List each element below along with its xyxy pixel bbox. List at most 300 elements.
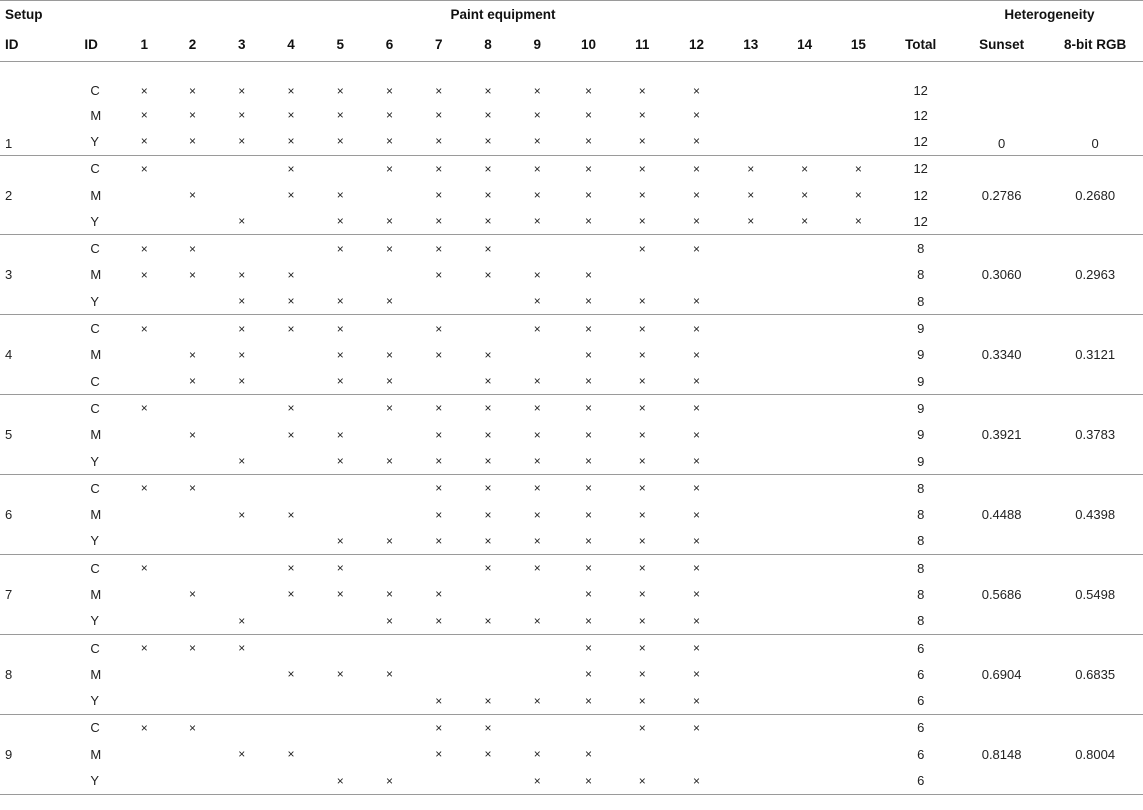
cross-mark-cell: × (484, 693, 492, 708)
empty-cell (121, 368, 168, 395)
row-id-cell: M (90, 586, 102, 602)
empty-cell (724, 688, 778, 715)
cross-mark-cell: × (638, 108, 646, 123)
empty-cell (217, 155, 266, 182)
cross-mark-cell: × (484, 347, 492, 362)
table-row (0, 155, 1143, 182)
cross-mark-cell: × (385, 587, 393, 602)
total-cell: 8 (917, 293, 925, 309)
table-row (0, 714, 1143, 741)
header-col-2: 2 (188, 36, 197, 52)
cross-mark-cell: × (638, 427, 646, 442)
rgb-value-cell: 0.2680 (1075, 187, 1116, 203)
cross-mark-cell: × (385, 161, 393, 176)
empty-cell (316, 395, 365, 422)
cross-mark-cell: × (336, 374, 344, 389)
cross-mark-cell: × (238, 641, 246, 656)
empty-cell (316, 155, 365, 182)
empty-cell (724, 555, 778, 582)
cross-mark-cell: × (385, 401, 393, 416)
setup-id-cell: 9 (5, 746, 13, 762)
empty-cell (724, 128, 778, 155)
row-id-cell: M (90, 187, 102, 203)
empty-cell (414, 288, 463, 315)
empty-cell (121, 767, 168, 794)
empty-cell (724, 315, 778, 342)
empty-cell (365, 475, 414, 502)
cross-mark-cell: × (140, 720, 148, 735)
setup-id-cell: 7 (5, 586, 13, 602)
cross-mark-cell: × (854, 214, 862, 229)
cross-mark-cell: × (533, 454, 541, 468)
cross-mark-cell: × (385, 108, 393, 123)
empty-cell (168, 608, 217, 635)
empty-cell (121, 501, 168, 527)
cross-mark-cell: × (238, 134, 246, 149)
empty-cell (217, 422, 266, 448)
cross-mark-cell: × (435, 347, 443, 362)
cross-mark-cell: × (693, 533, 701, 548)
sunset-value-cell: 0.6904 (981, 666, 1022, 682)
empty-cell (513, 581, 562, 607)
empty-cell (778, 581, 831, 607)
empty-cell (831, 342, 885, 368)
cross-mark-cell: × (638, 374, 646, 389)
setup-id-cell: 1 (5, 135, 13, 151)
cross-mark-cell: × (140, 241, 148, 256)
cross-mark-cell: × (140, 481, 148, 496)
empty-cell (316, 634, 365, 661)
empty-cell (414, 634, 463, 661)
table-row (0, 555, 1143, 582)
empty-cell (831, 315, 885, 342)
total-cell: 8 (917, 507, 925, 523)
empty-cell (831, 634, 885, 661)
empty-cell (778, 714, 831, 741)
cross-mark-cell: × (287, 427, 295, 442)
empty-cell (724, 62, 778, 103)
empty-cell (831, 128, 885, 155)
cross-mark-cell: × (584, 693, 592, 708)
empty-cell (778, 368, 831, 395)
cross-mark-cell: × (584, 613, 592, 628)
cross-mark-cell: × (188, 720, 196, 735)
empty-cell (266, 475, 315, 502)
cross-mark-cell: × (693, 321, 701, 336)
total-cell: 9 (917, 373, 925, 389)
cross-mark-cell: × (747, 188, 755, 203)
row-id-cell: Y (90, 693, 100, 709)
cross-mark-cell: × (336, 241, 344, 256)
cross-mark-cell: × (287, 667, 295, 682)
header-spacer (886, 1, 956, 28)
empty-cell (217, 235, 266, 262)
cross-mark-cell: × (238, 108, 246, 123)
empty-cell (168, 315, 217, 342)
total-cell: 8 (917, 267, 925, 283)
cross-mark-cell: × (140, 321, 148, 336)
cross-mark-cell: × (188, 267, 196, 282)
empty-cell (365, 422, 414, 448)
empty-cell (724, 395, 778, 422)
table-body (0, 62, 1143, 795)
cross-mark-cell: × (287, 561, 295, 576)
total-cell: 6 (917, 746, 925, 762)
empty-cell (724, 767, 778, 794)
cross-mark-cell: × (638, 214, 646, 229)
empty-cell (217, 555, 266, 582)
cross-mark-cell: × (533, 481, 541, 496)
sunset-value-cell: 0 (997, 135, 1006, 151)
cross-mark-cell: × (533, 374, 541, 389)
cross-mark-cell: × (336, 214, 344, 229)
header-col-1: 1 (140, 36, 148, 52)
header-col-5: 5 (336, 36, 344, 52)
header-col-6: 6 (385, 36, 394, 52)
setup-id-cell: 3 (5, 267, 13, 283)
cross-mark-cell: × (533, 134, 541, 149)
cross-mark-cell: × (533, 747, 541, 762)
row-id-cell: C (90, 560, 100, 576)
cross-mark-cell: × (484, 507, 492, 522)
empty-cell (168, 448, 217, 475)
row-id-cell: C (90, 83, 100, 98)
cross-mark-cell: × (385, 241, 393, 256)
empty-cell (724, 714, 778, 741)
cross-mark-cell: × (638, 161, 646, 176)
cross-mark-cell: × (188, 481, 196, 496)
empty-cell (778, 661, 831, 687)
cross-mark-cell: × (693, 188, 701, 203)
cross-mark-cell: × (140, 561, 148, 576)
header-spacer (82, 1, 120, 28)
cross-mark-cell: × (638, 587, 646, 602)
cross-mark-cell: × (238, 214, 246, 229)
empty-cell (778, 741, 831, 767)
cross-mark-cell: × (584, 84, 592, 98)
header-setup-id: ID (5, 36, 19, 52)
total-cell: 8 (917, 533, 925, 549)
header-id: ID (84, 36, 98, 52)
cross-mark-cell: × (693, 720, 701, 735)
empty-cell (615, 741, 669, 767)
cross-mark-cell: × (638, 481, 646, 496)
header-heterogeneity: Heterogeneity (1004, 6, 1095, 22)
setup-id-cell: 6 (5, 507, 13, 523)
header-col-3: 3 (237, 36, 246, 52)
sunset-value-cell: 0.2786 (981, 187, 1022, 203)
cross-mark-cell: × (638, 507, 646, 522)
empty-cell (831, 714, 885, 741)
cross-mark-cell: × (435, 720, 443, 735)
empty-cell (168, 208, 217, 235)
empty-cell (513, 634, 562, 661)
cross-mark-cell: × (385, 347, 393, 362)
cross-mark-cell: × (336, 134, 344, 149)
cross-mark-cell: × (385, 374, 393, 389)
cross-mark-cell: × (336, 321, 344, 336)
cross-mark-cell: × (584, 641, 592, 656)
row-id-cell: Y (90, 773, 100, 789)
cross-mark-cell: × (140, 401, 148, 416)
total-cell: 12 (913, 107, 928, 123)
empty-cell (266, 767, 315, 794)
empty-cell (414, 767, 463, 794)
cross-mark-cell: × (693, 641, 701, 656)
empty-cell (121, 608, 168, 635)
cross-mark-cell: × (484, 267, 492, 282)
empty-cell (724, 528, 778, 555)
empty-cell (121, 422, 168, 448)
empty-cell (316, 741, 365, 767)
empty-cell (316, 262, 365, 288)
empty-cell (615, 262, 669, 288)
cross-mark-cell: × (693, 613, 701, 628)
cross-mark-cell: × (584, 507, 592, 522)
empty-cell (778, 475, 831, 502)
cross-mark-cell: × (693, 427, 701, 442)
cross-mark-cell: × (638, 641, 646, 656)
empty-cell (168, 661, 217, 687)
sunset-value-cell: 0.8148 (981, 746, 1022, 762)
cross-mark-cell: × (484, 241, 492, 256)
cross-mark-cell: × (287, 321, 295, 336)
rgb-value-cell: 0.2963 (1075, 267, 1116, 283)
cross-mark-cell: × (638, 667, 646, 682)
cross-mark-cell: × (638, 773, 646, 788)
table-row (0, 634, 1143, 661)
cross-mark-cell: × (533, 294, 541, 309)
cross-mark-cell: × (533, 561, 541, 576)
cross-mark-cell: × (140, 267, 148, 282)
cross-mark-cell: × (188, 427, 196, 442)
cross-mark-cell: × (584, 533, 592, 548)
cross-mark-cell: × (584, 773, 592, 788)
cross-mark-cell: × (238, 321, 246, 336)
header-col-11: 11 (635, 36, 650, 52)
empty-cell (266, 634, 315, 661)
cross-mark-cell: × (693, 294, 701, 309)
cross-mark-cell: × (638, 533, 646, 548)
cross-mark-cell: × (287, 294, 295, 309)
cross-mark-cell: × (336, 427, 344, 442)
cross-mark-cell: × (484, 561, 492, 576)
table-row (0, 62, 1143, 103)
empty-cell (365, 182, 414, 208)
empty-cell (778, 235, 831, 262)
empty-cell (669, 741, 723, 767)
cross-mark-cell: × (533, 188, 541, 203)
empty-cell (831, 741, 885, 767)
empty-cell (266, 342, 315, 368)
header-col-9: 9 (533, 36, 541, 52)
cross-mark-cell: × (336, 294, 344, 309)
cross-mark-cell: × (238, 454, 246, 468)
cross-mark-cell: × (435, 321, 443, 336)
empty-cell (562, 714, 615, 741)
empty-cell (831, 688, 885, 715)
header-col-10: 10 (580, 36, 596, 52)
empty-cell (217, 581, 266, 607)
empty-cell (217, 767, 266, 794)
cross-mark-cell: × (584, 454, 592, 468)
empty-cell (121, 208, 168, 235)
row-id-cell: Y (90, 613, 100, 629)
cross-mark-cell: × (693, 454, 701, 468)
sunset-value-cell: 0.3060 (981, 267, 1022, 283)
empty-cell (778, 128, 831, 155)
empty-cell (121, 448, 168, 475)
empty-cell (121, 688, 168, 715)
cross-mark-cell: × (336, 773, 344, 788)
empty-cell (217, 182, 266, 208)
empty-cell (724, 368, 778, 395)
empty-cell (168, 555, 217, 582)
empty-cell (316, 714, 365, 741)
cross-mark-cell: × (188, 374, 196, 389)
cross-mark-cell: × (188, 347, 196, 362)
cross-mark-cell: × (584, 667, 592, 682)
empty-cell (513, 661, 562, 687)
empty-cell (463, 634, 512, 661)
cross-mark-cell: × (584, 481, 592, 496)
empty-cell (724, 741, 778, 767)
empty-cell (831, 608, 885, 635)
cross-mark-cell: × (693, 507, 701, 522)
cross-mark-cell: × (238, 747, 246, 762)
row-id-cell: M (90, 267, 102, 283)
cross-mark-cell: × (435, 613, 443, 628)
cross-mark-cell: × (854, 188, 862, 203)
empty-cell (266, 448, 315, 475)
empty-cell (831, 288, 885, 315)
total-cell: 9 (917, 427, 925, 443)
empty-cell (365, 714, 414, 741)
cross-mark-cell: × (484, 613, 492, 628)
row-id-cell: Y (90, 213, 100, 229)
total-cell: 8 (917, 586, 925, 602)
cross-mark-cell: × (584, 134, 592, 149)
empty-cell (724, 608, 778, 635)
cross-mark-cell: × (435, 481, 443, 496)
cross-mark-cell: × (188, 134, 196, 149)
header-setup-top: Setup (5, 6, 43, 22)
header-col-15: 15 (850, 36, 866, 52)
cross-mark-cell: × (385, 294, 393, 309)
cross-mark-cell: × (638, 720, 646, 735)
cross-mark-cell: × (484, 747, 492, 762)
total-cell: 6 (917, 773, 925, 789)
empty-cell (365, 315, 414, 342)
empty-cell (365, 555, 414, 582)
empty-cell (217, 714, 266, 741)
empty-cell (778, 262, 831, 288)
cross-mark-cell: × (238, 613, 246, 628)
cross-mark-cell: × (287, 587, 295, 602)
empty-cell (168, 501, 217, 527)
rgb-value-cell: 0.4398 (1075, 507, 1116, 523)
table-row (0, 475, 1143, 502)
sunset-value-cell: 0.3921 (981, 427, 1022, 443)
empty-cell (724, 448, 778, 475)
empty-cell (778, 395, 831, 422)
empty-cell (831, 102, 885, 128)
cross-mark-cell: × (693, 374, 701, 389)
cross-mark-cell: × (336, 84, 344, 98)
rgb-value-cell: 0.3783 (1075, 427, 1116, 443)
row-id-cell: M (90, 507, 102, 523)
cross-mark-cell: × (385, 533, 393, 548)
cross-mark-cell: × (584, 347, 592, 362)
rgb-value-cell: 0 (1091, 135, 1099, 151)
cross-mark-cell: × (287, 134, 295, 149)
empty-cell (724, 102, 778, 128)
empty-cell (266, 235, 315, 262)
header-sunset: Sunset (979, 36, 1025, 52)
total-cell: 8 (917, 613, 925, 629)
empty-cell (669, 262, 723, 288)
empty-cell (121, 288, 168, 315)
empty-cell (831, 368, 885, 395)
empty-cell (562, 235, 615, 262)
empty-cell (168, 395, 217, 422)
cross-mark-cell: × (638, 241, 646, 256)
cross-mark-cell: × (584, 747, 592, 762)
empty-cell (778, 315, 831, 342)
cross-mark-cell: × (533, 161, 541, 176)
cross-mark-cell: × (584, 214, 592, 229)
setup-id-cell: 4 (5, 347, 13, 363)
empty-cell (414, 555, 463, 582)
cross-mark-cell: × (140, 641, 148, 656)
empty-cell (778, 422, 831, 448)
cross-mark-cell: × (435, 401, 443, 416)
cross-mark-cell: × (435, 267, 443, 282)
empty-cell (513, 342, 562, 368)
cross-mark-cell: × (435, 587, 443, 602)
cross-mark-cell: × (584, 188, 592, 203)
cross-mark-cell: × (584, 294, 592, 309)
empty-cell (778, 634, 831, 661)
total-cell: 12 (913, 213, 928, 229)
row-id-cell: Y (90, 293, 100, 309)
empty-cell (724, 262, 778, 288)
empty-cell (316, 688, 365, 715)
empty-cell (266, 368, 315, 395)
empty-cell (831, 555, 885, 582)
cross-mark-cell: × (336, 533, 344, 548)
total-cell: 12 (913, 161, 928, 177)
header-row-bottom (0, 27, 1143, 62)
cross-mark-cell: × (188, 108, 196, 123)
empty-cell (724, 342, 778, 368)
total-cell: 6 (917, 640, 925, 656)
sunset-value-cell: 0.4488 (981, 507, 1022, 523)
empty-cell (121, 741, 168, 767)
cross-mark-cell: × (638, 188, 646, 203)
rgb-value-cell: 0.6835 (1075, 666, 1116, 682)
total-cell: 9 (917, 400, 925, 416)
cross-mark-cell: × (533, 108, 541, 123)
cross-mark-cell: × (533, 84, 541, 98)
cross-mark-cell: × (693, 481, 701, 496)
cross-mark-cell: × (584, 561, 592, 576)
empty-cell (831, 448, 885, 475)
empty-cell (463, 315, 512, 342)
cross-mark-cell: × (638, 84, 646, 98)
total-cell: 12 (913, 83, 928, 98)
empty-cell (778, 501, 831, 527)
